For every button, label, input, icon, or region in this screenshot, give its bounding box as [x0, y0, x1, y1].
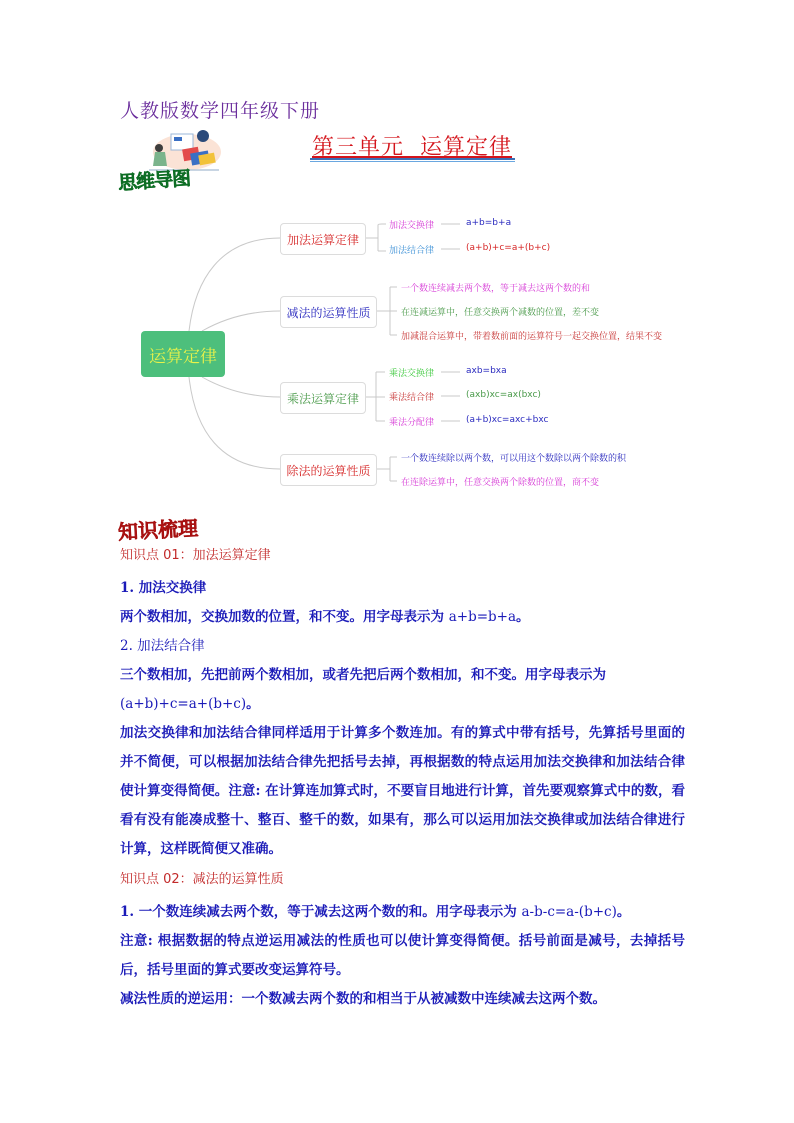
knowledge-section-label: 知识梳理	[117, 515, 199, 545]
formula-multiplication-associative: (axb)xc=ax(bxc)	[466, 390, 541, 400]
formula: a+b=b+a	[448, 609, 517, 625]
text-end: 。	[516, 609, 530, 625]
formula-multiplication-distributive: (a+b)xc=axc+bxc	[466, 415, 549, 425]
leaf-addition-associative: 加法结合律	[389, 246, 435, 256]
mindmap-center-node: 运算定律	[141, 331, 225, 377]
mindmap-label: 思维导图	[117, 167, 191, 195]
subtraction-property-text	[120, 898, 685, 927]
branch-label: 加法运算定律	[286, 232, 359, 247]
addition-commutative-text	[120, 603, 685, 632]
leaf-multiplication-distributive: 乘法分配律	[389, 418, 435, 428]
leaf-subtraction-rule-3: 加减混合运算中，带着数前面的运算符号一起交换位置，结果不变	[401, 332, 663, 342]
knowledge-point-02-heading: 知识点 02：减法的运算性质	[120, 872, 284, 887]
text: 1. 一个数连续减去两个数，等于减去这两个数的和。用字母表示为	[120, 904, 522, 920]
subtraction-note: 注意: 根据数据的特点逆运用减法的性质也可以使计算变得简便。括号前面是减号，去掉括号后，括号里面的算式要改变运算符号。	[120, 933, 685, 978]
branch-division-properties	[280, 454, 377, 486]
branch-multiplication-laws	[280, 382, 366, 414]
leaf-multiplication-associative: 乘法结合律	[389, 393, 435, 403]
formula-addition-commutative: a+b=b+a	[466, 218, 512, 228]
branch-label: 减法的运算性质	[286, 305, 371, 320]
text-end: 。	[246, 696, 260, 712]
leaf-division-rule-1: 一个数连续除以两个数，可以用这个数除以两个除数的积	[401, 454, 627, 464]
leaf-division-rule-2: 在连除运算中，任意交换两个除数的位置，商不变	[401, 478, 600, 488]
text: 三个数相加，先把前两个数相加，或者先把后两个数相加，和不变。用字母表示为	[120, 667, 606, 683]
formula: a-b-c=a-(b+c)	[521, 904, 617, 920]
branch-label: 乘法运算定律	[286, 391, 359, 406]
text-end: 。	[616, 904, 631, 920]
formula-addition-associative: (a+b)+c=a+(b+c)	[466, 243, 551, 253]
document-title: 人教版数学四年级下册	[120, 100, 321, 122]
addition-commutative-title: 1. 加法交换律	[120, 580, 207, 596]
branch-addition-laws	[280, 223, 366, 255]
formula: (a+b)+c=a+(b+c)	[120, 696, 247, 712]
addition-associative-title: 2. 加法结合律	[120, 638, 205, 654]
leaf-multiplication-commutative: 乘法交换律	[389, 369, 435, 379]
leaf-addition-commutative: 加法交换律	[389, 221, 435, 231]
text: 两个数相加，交换加数的位置，和不变。用字母表示为	[120, 609, 449, 625]
knowledge-point-01-heading: 知识点 01：加法运算定律	[120, 548, 271, 563]
addition-associative-text	[120, 661, 685, 719]
leaf-subtraction-rule-2: 在连减运算中，任意交换两个减数的位置，差不变	[401, 308, 600, 318]
addition-laws-explanation: 加法交换律和加法结合律同样适用于计算多个数连加。有的算式中带有括号，先算括号里面的并不简便，可以根据加法结合律先把括号去掉，再根据数的特点运用加法交换律和加法结合律使计算变得简便。注意: 在计算连加算式时，不要盲目地进行计算，首先要观察算式中的数，看看有没有能凑成整十、整百、整千的数，如果有，那么可以运用加法交换律或加法结合律进行计算，这样既简便又准确。	[120, 725, 685, 857]
formula-multiplication-commutative: axb=bxa	[466, 366, 507, 376]
unit-title: 第三单元 运算定律	[312, 135, 512, 160]
subtraction-inverse-use: 减法性质的逆运用：一个数减去两个数的和相当于从被减数中连续减去这两个数。	[120, 991, 606, 1007]
branch-label: 除法的运算性质	[286, 463, 371, 478]
leaf-subtraction-rule-1: 一个数连续减去两个数，等于减去这两个数的和	[401, 284, 591, 294]
branch-subtraction-properties	[280, 296, 377, 328]
